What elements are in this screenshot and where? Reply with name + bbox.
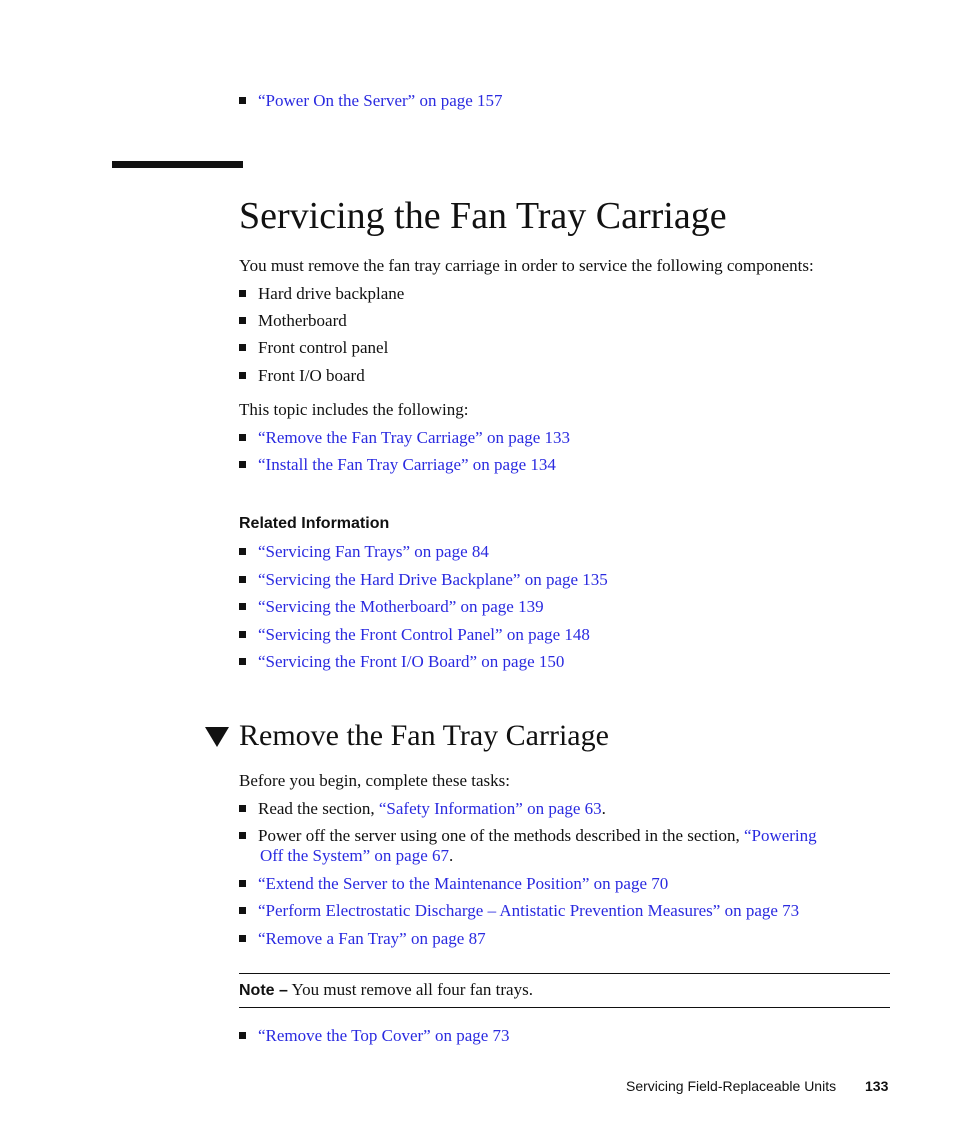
list-item [239, 338, 388, 358]
bullet-icon [239, 548, 246, 555]
procedure-triangle-icon [205, 727, 229, 747]
list-item [239, 597, 544, 617]
list-item [239, 428, 570, 448]
cross-reference-link[interactable]: Off the System” on page 67 [260, 846, 450, 865]
list-item [239, 901, 799, 921]
bullet-icon [239, 1032, 246, 1039]
cross-reference-link[interactable]: “Powering [743, 826, 817, 845]
bullet-icon [239, 290, 246, 297]
list-item [239, 799, 606, 819]
cross-reference-link[interactable]: “Install the Fan Tray Carriage” on page 134 [258, 455, 556, 474]
list-item [239, 826, 817, 846]
cross-reference-link[interactable]: “Safety Information” on page 63 [378, 799, 602, 818]
bullet-icon [239, 832, 246, 839]
bullet-icon [239, 461, 246, 468]
bullet-icon [239, 434, 246, 441]
list-item [239, 929, 486, 949]
bullet-icon [239, 317, 246, 324]
cross-reference-link[interactable]: “Servicing the Hard Drive Backplane” on page 135 [258, 570, 608, 589]
bullet-icon [239, 603, 246, 610]
cross-reference-link[interactable]: “Power On the Server” on page 157 [258, 91, 503, 110]
bullet-icon [239, 658, 246, 665]
bullet-icon [239, 97, 246, 104]
note-label: Note – [239, 982, 288, 999]
component-label: Front control panel [258, 338, 389, 357]
list-item [239, 542, 489, 562]
bullet-icon [239, 805, 246, 812]
procedure-intro: Before you begin, complete these tasks: [239, 771, 510, 790]
note-text: You must remove all four fan trays. [287, 980, 533, 999]
bullet-icon [239, 935, 246, 942]
list-item [239, 311, 347, 331]
bullet-icon [239, 344, 246, 351]
topic-intro: This topic includes the following: [239, 400, 469, 419]
list-item [239, 570, 608, 590]
list-item [239, 91, 503, 111]
list-item-continuation [260, 846, 453, 866]
cross-reference-link[interactable]: “Servicing Fan Trays” on page 84 [258, 542, 489, 561]
task-end: . [601, 799, 606, 818]
section-title: Servicing the Fan Tray Carriage [239, 195, 727, 237]
component-label: Front I/O board [258, 366, 365, 385]
cross-reference-link[interactable]: “Servicing the Front I/O Board” on page 150 [258, 652, 565, 671]
list-item [239, 366, 365, 386]
cross-reference-link[interactable]: “Servicing the Motherboard” on page 139 [258, 597, 544, 616]
cross-reference-link[interactable]: “Extend the Server to the Maintenance Position” on page 70 [258, 874, 669, 893]
related-info-heading: Related Information [239, 515, 390, 532]
task-end: . [449, 846, 454, 865]
list-item [239, 1026, 510, 1046]
list-item [239, 652, 564, 672]
bullet-icon [239, 631, 246, 638]
footer-chapter: Servicing Field-Replaceable Units [626, 1078, 837, 1094]
note-box [239, 973, 890, 1008]
list-item [239, 625, 590, 645]
cross-reference-link[interactable]: “Servicing the Front Control Panel” on page 148 [258, 625, 590, 644]
bullet-icon [239, 907, 246, 914]
task-text: Power off the server using one of the methods described in the section, [258, 826, 744, 845]
cross-reference-link[interactable]: “Perform Electrostatic Discharge – Antistatic Prevention Measures” on page 73 [258, 901, 800, 920]
list-item [239, 874, 668, 894]
cross-reference-link[interactable]: “Remove the Fan Tray Carriage” on page 133 [258, 428, 571, 447]
cross-reference-link[interactable]: “Remove a Fan Tray” on page 87 [258, 929, 486, 948]
intro-paragraph: You must remove the fan tray carriage in order to service the following components: [239, 256, 814, 275]
list-item [239, 284, 404, 304]
task-text: Read the section, [258, 799, 379, 818]
bullet-icon [239, 880, 246, 887]
list-item [239, 455, 556, 475]
component-label: Hard drive backplane [258, 284, 405, 303]
component-label: Motherboard [258, 311, 347, 330]
section-rule [112, 161, 243, 168]
bullet-icon [239, 576, 246, 583]
bullet-icon [239, 372, 246, 379]
procedure-title: Remove the Fan Tray Carriage [239, 719, 609, 752]
cross-reference-link[interactable]: “Remove the Top Cover” on page 73 [258, 1026, 510, 1045]
page-number: 133 [865, 1078, 889, 1094]
